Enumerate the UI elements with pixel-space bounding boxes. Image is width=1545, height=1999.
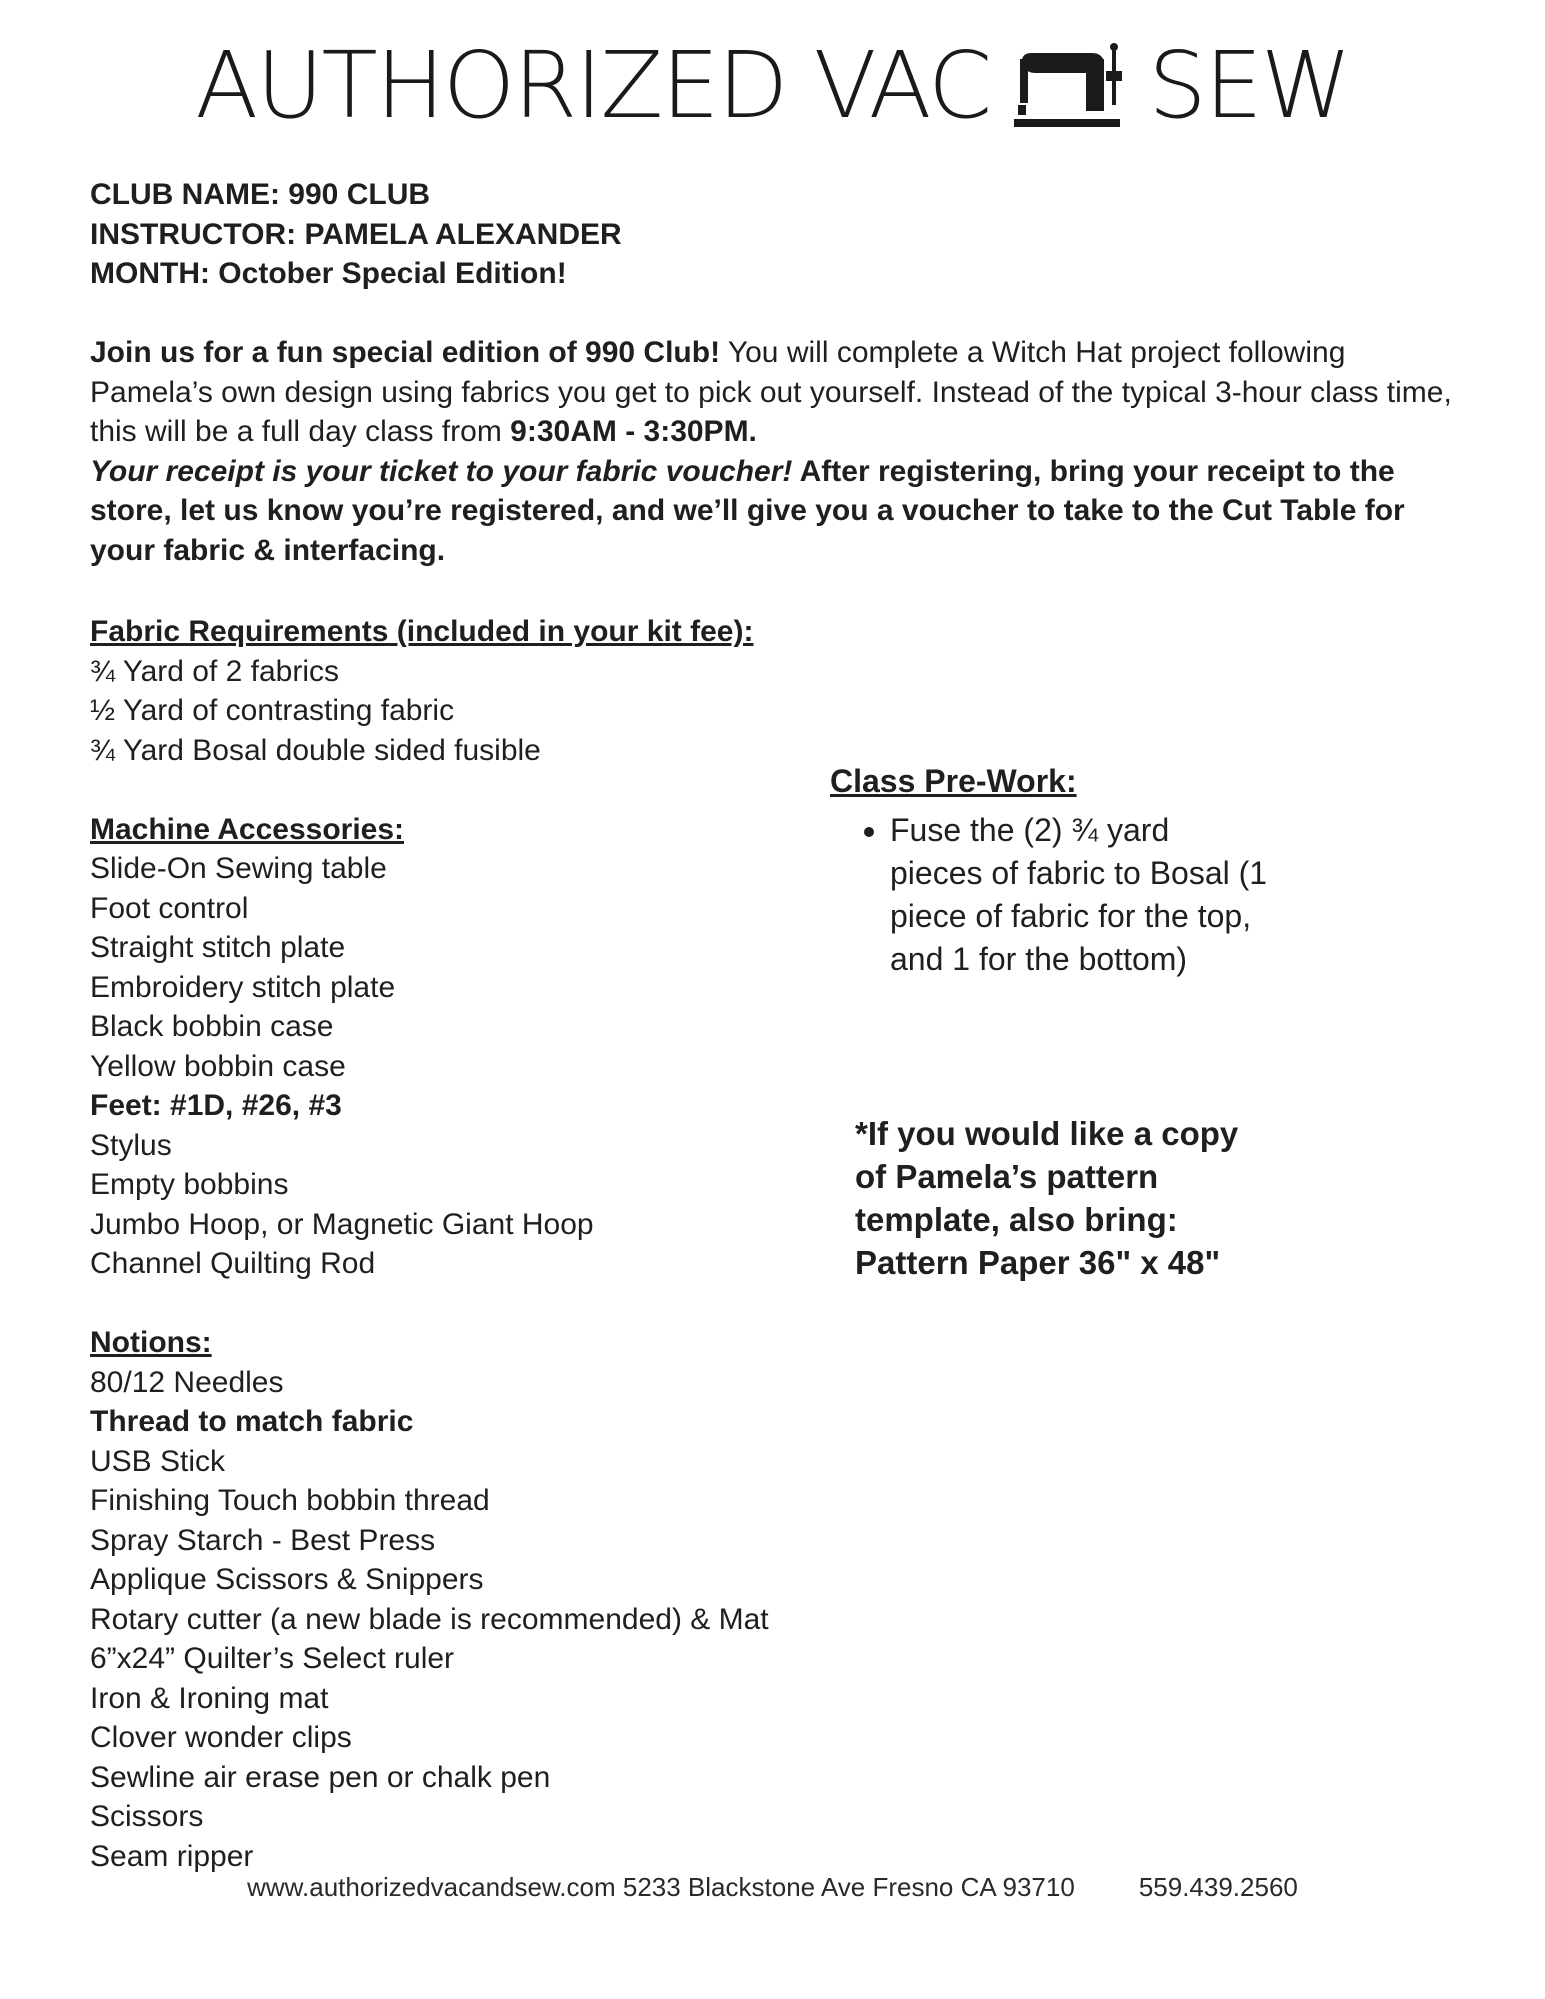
receipt-italic: Your receipt is your ticket to your fabric voucher!	[90, 454, 793, 488]
notion-thread: Thread to match fabric	[90, 1405, 414, 1438]
footer-address[interactable]: www.authorizedvacandsew.com 5233 Blackstone Ave Fresno CA 93710	[247, 1872, 1075, 1902]
class-time: 9:30AM - 3:30PM.	[510, 415, 757, 448]
notion-item: Rotary cutter (a new blade is recommended) & Mat	[90, 1602, 769, 1636]
notion-item: USB Stick	[90, 1444, 226, 1478]
accessory-feet: Feet: #1D, #26, #3	[90, 1089, 342, 1122]
prework-list	[830, 809, 1270, 981]
brand-right: SEW	[1148, 32, 1350, 139]
accessory-item: Embroidery stitch plate	[90, 970, 396, 1004]
intro-paragraph	[90, 333, 1460, 452]
notion-item: Finishing Touch bobbin thread	[90, 1484, 490, 1517]
notion-item: 80/12 Needles	[90, 1365, 284, 1399]
instructor: INSTRUCTOR: PAMELA ALEXANDER	[90, 217, 622, 251]
fabric-item: ¾ Yard of 2 fabrics	[90, 654, 340, 688]
notion-item: Applique Scissors & Snippers	[90, 1563, 484, 1596]
pattern-note: *If you would like a copy of Pamela’s pattern template, also bring: Pattern Paper 36" x 48"	[855, 1115, 1239, 1281]
accessory-item: Stylus	[90, 1128, 172, 1162]
brand-logo	[195, 32, 1350, 139]
prework-heading: Class Pre-Work:	[830, 763, 1077, 799]
notion-item: Sewline air erase pen or chalk pen	[90, 1760, 551, 1794]
accessory-item: Yellow bobbin case	[90, 1049, 346, 1083]
accessory-item: Straight stitch plate	[90, 931, 346, 964]
accessories-heading: Machine Accessories:	[90, 812, 405, 846]
prework-section	[830, 760, 1270, 981]
supply-lists	[90, 612, 850, 1876]
notion-item: Iron & Ironing mat	[90, 1681, 329, 1715]
accessory-item: Jumbo Hoop, or Magnetic Giant Hoop	[90, 1207, 594, 1241]
notions-heading: Notions:	[90, 1326, 212, 1359]
brand-left: AUTHORIZED VAC	[195, 32, 991, 139]
accessory-item: Black bobbin case	[90, 1010, 334, 1043]
fabric-heading: Fabric Requirements (included in your kit fee):	[90, 615, 754, 648]
notion-item: Spray Starch - Best Press	[90, 1523, 436, 1557]
prework-bullet: • Fuse the (2) ¾ yard pieces of fabric to Bosal (1 piece of fabric for the top, and 1 for the bottom)	[890, 809, 1270, 981]
intro-section	[90, 175, 1460, 570]
notion-item: Scissors	[90, 1800, 204, 1833]
accessory-item: Slide-On Sewing table	[90, 852, 387, 885]
month: MONTH: October Special Edition!	[90, 257, 567, 290]
fabric-item: ¾ Yard Bosal double sided fusible	[90, 733, 541, 767]
header	[0, 32, 1545, 139]
notion-item: Clover wonder clips	[90, 1721, 352, 1754]
footer-phone: 559.439.2560	[1138, 1872, 1298, 1902]
notion-item: 6”x24” Quilter’s Select ruler	[90, 1642, 455, 1675]
accessory-item: Empty bobbins	[90, 1168, 289, 1201]
sewing-machine-icon	[1014, 41, 1124, 131]
receipt-paragraph	[90, 452, 1460, 571]
club-name: CLUB NAME: 990 CLUB	[90, 178, 431, 211]
footer	[0, 1872, 1545, 1903]
intro-body: You will complete a Witch Hat project following Pamela’s own design using fabrics you get to pick out yourself. Instead of the typical 3-hour class time, this will be a full day class from	[90, 336, 1452, 448]
receipt-instructions: After registering, bring your receipt to the store, let us know you’re registered, and we’ll give you a voucher to take to the Cut Table for your fabric & interfacing.	[90, 454, 1405, 567]
fabric-item: ½ Yard of contrasting fabric	[90, 694, 455, 727]
accessory-item: Foot control	[90, 891, 249, 925]
accessory-item: Channel Quilting Rod	[90, 1247, 376, 1280]
intro-lead: Join us for a fun special edition of 990 Club!	[90, 336, 721, 369]
notion-item: Seam ripper	[90, 1839, 254, 1873]
